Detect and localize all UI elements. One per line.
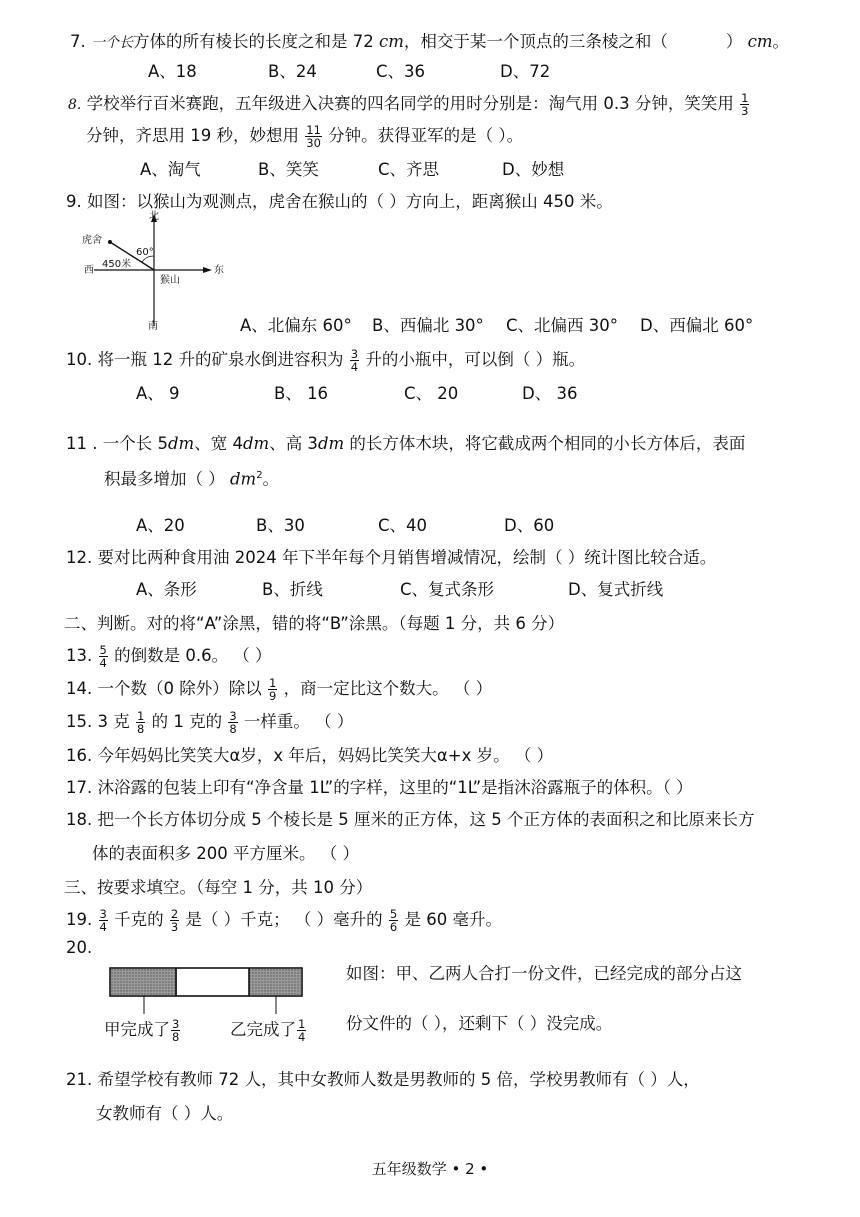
question-text: 希望学校有教师 72 人，其中女教师人数是男教师的 5 倍，学校男教师有（ ）人，: [97, 1070, 700, 1089]
option-b[interactable]: B、折线: [262, 580, 323, 599]
question-text: 千克的: [114, 910, 164, 929]
unit: dm: [242, 434, 270, 453]
yi-label: [230, 1018, 307, 1043]
question-10: [66, 348, 585, 373]
option-c[interactable]: C、北偏西 30°: [506, 316, 619, 335]
option-d[interactable]: D、72: [500, 62, 551, 81]
compass-diagram: [82, 212, 232, 334]
question-text: ，相交于某一个顶点的三条棱之和（: [403, 32, 668, 51]
question-number: 8.: [68, 97, 82, 113]
fraction: $\frac{3}{4}$: [350, 347, 359, 374]
unit: dm: [317, 434, 345, 453]
option-c[interactable]: C、复式条形: [400, 580, 495, 599]
question-text: 把一个长方体切分成 5 个棱长是 5 厘米的正方体，这 5 个正方体的表面积之和比原来长方: [97, 810, 755, 829]
distance-label: 450米: [102, 259, 132, 270]
tiger-house-label: 虎舍: [82, 235, 102, 246]
option-c[interactable]: C、40: [378, 516, 428, 535]
option-b[interactable]: B、 16: [274, 384, 329, 403]
section-2-heading: 二、判断。对的将“A”涂黑，错的将“B”涂黑。（每题 1 分，共 6 分）: [64, 614, 565, 633]
question-21-line2: 女教师有（ ）人。: [96, 1104, 234, 1123]
option-a[interactable]: A、淘气: [140, 160, 201, 179]
question-11: [66, 432, 745, 456]
question-7: [70, 30, 789, 55]
question-8-line2: [86, 124, 523, 149]
question-11-line2: [104, 464, 279, 492]
question-20-line2: 份文件的（ ），还剩下（ ）没完成。: [346, 1014, 613, 1033]
handwritten-note: 一个长: [91, 35, 133, 51]
question-number: 16.: [66, 746, 93, 765]
fraction: $\frac{1}{9}$: [269, 676, 277, 703]
bar-graphic: [108, 966, 304, 1000]
question-9: [66, 190, 613, 214]
option-b[interactable]: B、30: [256, 516, 305, 535]
question-number: 11 .: [66, 434, 98, 453]
question-14: [66, 677, 492, 702]
question-text: 今年妈妈比笑笑大α岁，x 年后，妈妈比笑笑大α+x 岁。 （ ）: [97, 746, 554, 765]
fraction: $\frac{1}{8}$: [137, 709, 145, 736]
period: 。: [772, 32, 790, 51]
question-15: [66, 710, 353, 735]
option-c[interactable]: C、36: [376, 62, 426, 81]
option-b[interactable]: B、笑笑: [258, 160, 319, 179]
jia-label: [104, 1018, 181, 1043]
question-text: 分钟，齐思用 19 秒，妙想用: [86, 126, 299, 145]
option-d[interactable]: D、 36: [522, 384, 578, 403]
superscript: 2: [256, 470, 263, 481]
option-d[interactable]: D、60: [504, 516, 555, 535]
compass-lines: [82, 212, 232, 334]
question-number: 19.: [66, 910, 93, 929]
option-d[interactable]: D、复式折线: [568, 580, 664, 599]
question-number: 17.: [66, 778, 93, 797]
question-16: [66, 744, 553, 768]
fraction: $\frac{2}{3}$: [170, 907, 179, 934]
question-20-line1: 如图：甲、乙两人合打一份文件，已经完成的部分占这: [346, 964, 742, 983]
question-text: 的 1 克的: [151, 712, 223, 731]
question-number: 21.: [66, 1070, 93, 1089]
question-19: [66, 908, 502, 933]
unit: dm: [168, 434, 195, 453]
fraction: $\frac{5}{6}$: [389, 907, 398, 934]
option-a[interactable]: A、20: [136, 516, 185, 535]
question-number: 10.: [66, 350, 93, 369]
question-13: [66, 644, 272, 669]
question-number: 18.: [66, 810, 93, 829]
question-text: 将一瓶 12 升的矿泉水倒进容积为: [97, 350, 344, 369]
question-12: [66, 546, 716, 570]
unit: cm: [747, 32, 773, 51]
option-c[interactable]: C、齐思: [378, 160, 440, 179]
label-text: 乙完成了: [230, 1020, 296, 1039]
question-number: 13.: [66, 646, 93, 665]
question-21: [66, 1068, 700, 1092]
west-label: 西: [84, 265, 94, 276]
page-footer: 五年级数学 • 2 •: [371, 1160, 489, 1178]
question-number: 9.: [66, 192, 82, 211]
question-text: 的长方体木块，将它截成两个相同的小长方体后，表面: [344, 434, 746, 453]
question-text: 要对比两种食用油 2024 年下半年每个月销售增减情况，绘制（ ）统计图比较合适。: [97, 548, 717, 567]
unit: dm: [230, 469, 257, 489]
question-number: 7.: [70, 32, 86, 51]
question-20-number: 20.: [66, 938, 93, 957]
question-text: 3 克: [97, 712, 130, 731]
question-text: 的倒数是 0.6。 （ ）: [114, 646, 272, 665]
option-b[interactable]: B、24: [268, 62, 317, 81]
question-text: 一个长 5: [102, 434, 168, 453]
fraction: $\frac{3}{8}$: [172, 1017, 180, 1044]
east-label: 东: [214, 265, 224, 276]
question-text: 沐浴露的包装上印有“净含量 1L”的字样，这里的“1L”是指沐浴露瓶子的体积。（ ）: [97, 778, 693, 797]
south-label: 南: [148, 321, 158, 332]
fraction: $\frac{11}{30}$: [306, 123, 321, 150]
question-text: 分钟。获得亚军的是（ ）。: [328, 126, 524, 145]
option-a[interactable]: A、 9: [136, 384, 180, 403]
question-text: 方体的所有棱长的长度之和是 72: [133, 32, 374, 51]
question-text: 升的小瓶中，可以倒（ ）瓶。: [365, 350, 586, 369]
question-18-line2: 体的表面积多 200 平方厘米。 （ ）: [92, 844, 359, 863]
question-text: ，商一定比这个数大。 （ ）: [283, 679, 493, 698]
question-number: 12.: [66, 548, 93, 567]
question-8: [68, 92, 750, 117]
question-number: 15.: [66, 712, 93, 731]
question-number: 14.: [66, 679, 93, 698]
label-text: 甲完成了: [104, 1020, 170, 1039]
question-text: 一个数（0 除外）除以: [97, 679, 262, 698]
north-label: 北: [149, 211, 159, 222]
question-text: 是 60 毫升。: [404, 910, 502, 929]
fraction: $\frac{5}{4}$: [99, 643, 107, 670]
option-d[interactable]: D、西偏北 60°: [640, 316, 754, 335]
unit: cm: [379, 32, 404, 51]
progress-bar-diagram: [108, 966, 304, 1000]
fraction: $\frac{3}{4}$: [99, 907, 107, 934]
question-17: [66, 776, 693, 800]
section-3-heading: 三、按要求填空。（每空 1 分，共 10 分）: [64, 878, 373, 897]
option-a[interactable]: A、北偏东 60°: [240, 316, 352, 335]
bracket: ）: [725, 32, 743, 51]
question-18: [66, 808, 754, 832]
question-text: 、宽 4: [194, 434, 243, 453]
question-text: 学校举行百米赛跑，五年级进入决赛的四名同学的用时分别是：淘气用 0.3 分钟，笑笑用: [86, 94, 734, 113]
fraction: $\frac{1}{3}$: [741, 91, 749, 118]
option-c[interactable]: C、 20: [404, 384, 459, 403]
bar-pointer-lines: [108, 996, 304, 1016]
option-b[interactable]: B、西偏北 30°: [372, 316, 484, 335]
angle-label: 60°: [136, 247, 154, 258]
option-d[interactable]: D、妙想: [502, 160, 565, 179]
fraction: $\frac{1}{4}$: [298, 1017, 306, 1044]
question-text: 一样重。 （ ）: [243, 712, 354, 731]
option-a[interactable]: A、条形: [136, 580, 197, 599]
fraction: $\frac{3}{8}$: [229, 709, 237, 736]
question-text: 是（ ）千克； （ ）毫升的: [185, 910, 383, 929]
question-text: 、高 3: [269, 434, 318, 453]
monkey-hill-label: 猴山: [160, 275, 180, 286]
question-text: 如图：以猴山为观测点，虎舍在猴山的（ ）方向上，距离猴山 450 米。: [87, 192, 613, 211]
question-text: 积最多增加（ ）: [104, 469, 225, 489]
option-a[interactable]: A、18: [148, 62, 197, 81]
period: 。: [262, 469, 280, 489]
